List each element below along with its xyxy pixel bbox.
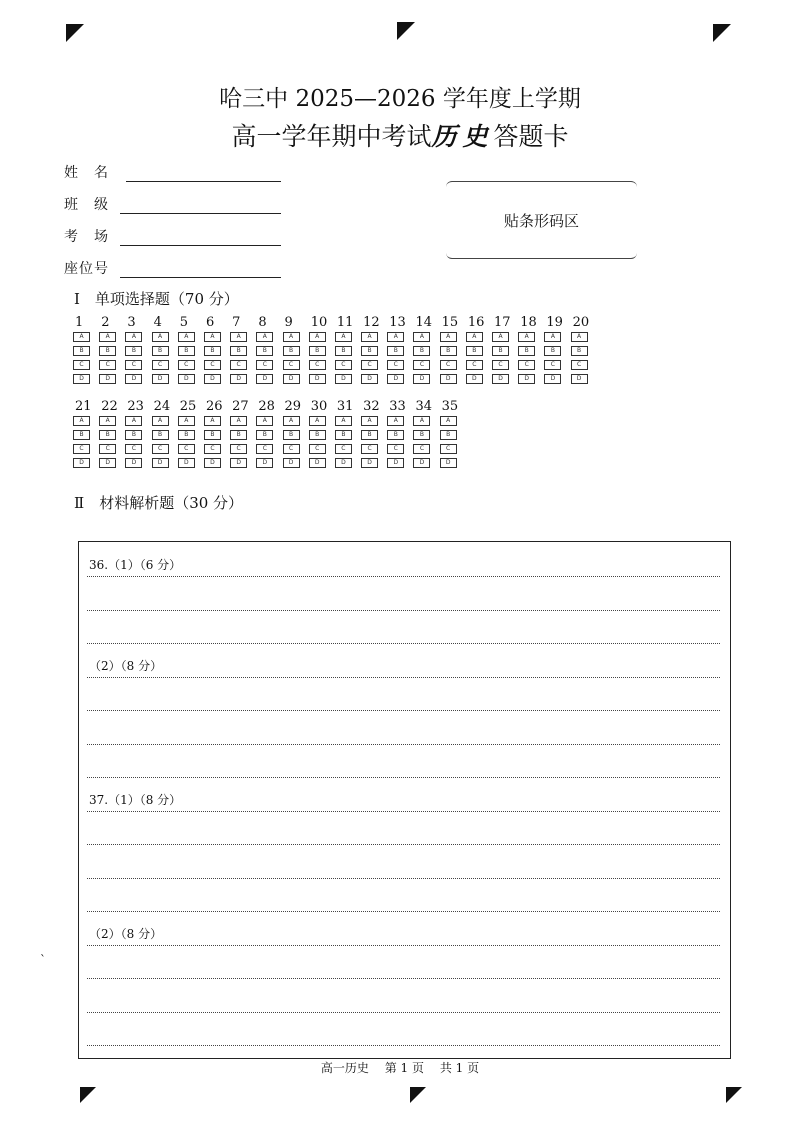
option-bubble-a[interactable]: A (99, 332, 116, 342)
question-33 (384, 398, 410, 472)
registration-mark (410, 1087, 426, 1103)
option-bubble-d[interactable]: D (125, 458, 142, 468)
option-bubble-a[interactable]: A (256, 332, 273, 342)
option-bubble-c[interactable]: C (492, 360, 509, 370)
option-bubble-a[interactable]: A (335, 416, 352, 426)
option-bubble-a[interactable]: A (387, 332, 404, 342)
question-35 (437, 398, 463, 472)
option-bubble-a[interactable]: A (492, 332, 509, 342)
option-bubble-c[interactable]: C (178, 360, 195, 370)
question-number: 6 (205, 315, 215, 330)
option-bubble-c[interactable]: C (518, 360, 535, 370)
option-bubble-a[interactable]: A (178, 416, 195, 426)
option-bubble-d[interactable]: D (230, 374, 247, 384)
option-bubble-a[interactable]: A (544, 332, 561, 342)
option-bubble-d[interactable]: D (361, 458, 378, 468)
option-bubble-c[interactable]: C (230, 360, 247, 370)
option-bubble-a[interactable]: A (283, 332, 300, 342)
question-15 (437, 314, 463, 388)
option-bubble-d[interactable]: D (387, 458, 404, 468)
answer-writing-line[interactable] (87, 724, 720, 745)
option-bubble-a[interactable]: A (230, 416, 247, 426)
option-bubble-d[interactable]: D (178, 458, 195, 468)
question-number: 18 (520, 315, 537, 330)
question-number: 25 (179, 399, 197, 414)
option-bubble-b[interactable]: B (466, 346, 483, 356)
option-bubble-c[interactable]: C (152, 360, 169, 370)
answer-writing-line[interactable] (87, 1025, 720, 1046)
option-bubble-a[interactable]: A (518, 332, 535, 342)
option-bubble-a[interactable]: A (125, 416, 142, 426)
footer-course: 高一历史 (320, 1061, 369, 1075)
option-bubble-a[interactable]: A (309, 416, 326, 426)
option-bubble-a[interactable]: A (204, 416, 221, 426)
option-bubble-a[interactable]: A (178, 332, 195, 342)
question-27 (227, 398, 253, 472)
option-bubble-c[interactable]: C (73, 360, 90, 370)
option-bubble-d[interactable]: D (387, 374, 404, 384)
option-bubble-c[interactable]: C (230, 444, 247, 454)
exam-room-field[interactable] (64, 226, 281, 246)
option-bubble-c[interactable]: C (387, 444, 404, 454)
question-number: 26 (205, 399, 223, 414)
option-bubble-c[interactable]: C (99, 444, 116, 454)
name-input-line[interactable] (126, 164, 281, 182)
option-bubble-b[interactable]: B (283, 430, 300, 440)
question-10 (306, 314, 332, 388)
option-bubble-c[interactable]: C (361, 360, 378, 370)
answer-writing-line[interactable] (87, 757, 720, 778)
option-bubble-b[interactable]: B (99, 346, 116, 356)
answer-writing-line[interactable] (87, 958, 720, 979)
name-field[interactable] (64, 162, 281, 182)
option-bubble-a[interactable]: A (413, 332, 430, 342)
option-bubble-c[interactable]: C (361, 444, 378, 454)
question-28 (253, 398, 279, 472)
answer-writing-line[interactable] (87, 992, 720, 1013)
question-number: 7 (232, 315, 241, 330)
section2-title: Ⅱ 材料解析题（30 分） (74, 494, 244, 512)
option-bubble-d[interactable]: D (204, 458, 221, 468)
option-bubble-a[interactable]: A (73, 332, 90, 342)
field-label: 姓 名 (64, 165, 109, 181)
question-1 (70, 314, 96, 388)
barcode-area (446, 181, 637, 259)
option-bubble-d[interactable]: D (256, 374, 273, 384)
option-bubble-d[interactable]: D (283, 458, 300, 468)
question-number: 29 (284, 399, 302, 414)
option-bubble-c[interactable]: C (335, 444, 352, 454)
option-bubble-b[interactable]: B (440, 430, 457, 440)
question-number: 9 (284, 315, 293, 330)
question-14 (410, 314, 436, 388)
option-bubble-c[interactable]: C (335, 360, 352, 370)
option-bubble-b[interactable]: B (125, 430, 142, 440)
question-12 (358, 314, 384, 388)
field-label: 座位号 (64, 261, 109, 277)
question-number: 31 (336, 399, 354, 414)
registration-mark (726, 1087, 742, 1103)
option-bubble-d[interactable]: D (413, 458, 430, 468)
option-bubble-a[interactable]: A (440, 416, 457, 426)
option-bubble-c[interactable]: C (125, 444, 142, 454)
option-bubble-d[interactable]: D (204, 374, 221, 384)
option-bubble-b[interactable]: B (335, 430, 352, 440)
option-bubble-c[interactable]: C (309, 360, 326, 370)
answer-question-line[interactable]: 37.（1）（8 分） (87, 791, 720, 812)
option-bubble-c[interactable]: C (413, 444, 430, 454)
question-29 (280, 398, 306, 472)
option-bubble-b[interactable]: B (230, 346, 247, 356)
option-bubble-b[interactable]: B (125, 346, 142, 356)
option-bubble-a[interactable]: A (256, 416, 273, 426)
option-bubble-b[interactable]: B (178, 346, 195, 356)
option-bubble-c[interactable]: C (178, 444, 195, 454)
option-bubble-b[interactable]: B (413, 430, 430, 440)
option-bubble-b[interactable]: B (361, 346, 378, 356)
option-bubble-d[interactable]: D (440, 458, 457, 468)
option-bubble-b[interactable]: B (204, 346, 221, 356)
option-bubble-a[interactable]: A (152, 332, 169, 342)
question-number: 19 (546, 315, 563, 330)
question-number: 20 (572, 315, 590, 330)
stray-mark: ` (40, 953, 46, 967)
option-bubble-b[interactable]: B (178, 430, 195, 440)
option-bubble-c[interactable]: C (544, 360, 561, 370)
question-17 (489, 314, 515, 388)
question-number: 16 (467, 315, 485, 330)
option-bubble-d[interactable]: D (230, 458, 247, 468)
question-7 (227, 314, 253, 388)
answer-writing-line[interactable] (87, 858, 720, 879)
option-bubble-b[interactable]: B (413, 346, 430, 356)
option-bubble-b[interactable]: B (387, 430, 404, 440)
question-5 (175, 314, 201, 388)
question-number: 22 (101, 399, 118, 414)
option-bubble-a[interactable]: A (125, 332, 142, 342)
option-bubble-d[interactable]: D (335, 374, 352, 384)
option-bubble-b[interactable]: B (492, 346, 509, 356)
option-bubble-a[interactable]: A (361, 332, 378, 342)
option-bubble-c[interactable]: C (204, 444, 221, 454)
answer-question-line[interactable]: （2）（8 分） (87, 657, 720, 678)
registration-mark (80, 1087, 96, 1103)
question-number: 11 (336, 315, 354, 330)
option-bubble-a[interactable]: A (440, 332, 457, 342)
answer-question-line[interactable]: （2）（8 分） (87, 925, 720, 946)
option-bubble-d[interactable]: D (571, 374, 588, 384)
question-30 (306, 398, 332, 472)
question-4 (149, 314, 175, 388)
field-label: 班 级 (64, 197, 109, 213)
seat-number-field[interactable] (64, 258, 281, 278)
option-bubble-d[interactable]: D (492, 374, 509, 384)
option-bubble-c[interactable]: C (125, 360, 142, 370)
option-bubble-b[interactable]: B (440, 346, 457, 356)
question-22 (96, 398, 122, 472)
answer-writing-line[interactable] (87, 891, 720, 912)
option-bubble-a[interactable]: A (283, 416, 300, 426)
option-bubble-b[interactable]: B (283, 346, 300, 356)
option-bubble-a[interactable]: A (99, 416, 116, 426)
option-bubble-b[interactable]: B (571, 346, 588, 356)
option-bubble-c[interactable]: C (309, 444, 326, 454)
option-bubble-b[interactable]: B (544, 346, 561, 356)
option-bubble-c[interactable]: C (440, 360, 457, 370)
option-bubble-a[interactable]: A (73, 416, 90, 426)
option-bubble-d[interactable]: D (413, 374, 430, 384)
question-number: 14 (415, 315, 432, 330)
question-number: 4 (153, 315, 162, 330)
document-title: 哈三中 2025—2026 学年度上学期 (219, 86, 581, 112)
option-bubble-c[interactable]: C (440, 444, 457, 454)
option-bubble-d[interactable]: D (335, 458, 352, 468)
option-bubble-d[interactable]: D (283, 374, 300, 384)
option-bubble-b[interactable]: B (99, 430, 116, 440)
question-number: 2 (101, 315, 110, 330)
question-3 (122, 314, 148, 388)
option-bubble-a[interactable]: A (413, 416, 430, 426)
class-field[interactable] (64, 194, 281, 214)
option-bubble-a[interactable]: A (152, 416, 169, 426)
option-bubble-b[interactable]: B (335, 346, 352, 356)
option-bubble-d[interactable]: D (361, 374, 378, 384)
option-bubble-d[interactable]: D (309, 458, 326, 468)
question-number: 12 (363, 315, 380, 330)
option-bubble-d[interactable]: D (152, 374, 169, 384)
option-bubble-d[interactable]: D (440, 374, 457, 384)
question-number: 1 (75, 315, 84, 330)
question-26 (201, 398, 227, 472)
option-bubble-b[interactable]: B (152, 346, 169, 356)
option-bubble-c[interactable]: C (466, 360, 483, 370)
option-bubble-d[interactable]: D (73, 458, 90, 468)
question-24 (149, 398, 175, 472)
question-number: 5 (179, 315, 189, 330)
question-number: 35 (441, 399, 459, 414)
option-bubble-b[interactable]: B (73, 430, 90, 440)
option-bubble-c[interactable]: C (387, 360, 404, 370)
question-18 (515, 314, 541, 388)
option-bubble-d[interactable]: D (99, 458, 116, 468)
subtitle-prefix: 高一学年期中考试 (231, 122, 432, 151)
document-subtitle (0, 117, 800, 153)
option-bubble-d[interactable]: D (178, 374, 195, 384)
option-bubble-d[interactable]: D (466, 374, 483, 384)
option-bubble-d[interactable]: D (518, 374, 535, 384)
answer-question-line[interactable]: 36.（1）（6 分） (87, 556, 720, 577)
option-bubble-b[interactable]: B (309, 346, 326, 356)
answer-writing-line[interactable] (87, 690, 720, 711)
option-bubble-b[interactable]: B (230, 430, 247, 440)
question-number: 30 (310, 399, 328, 414)
option-bubble-b[interactable]: B (387, 346, 404, 356)
option-bubble-d[interactable]: D (544, 374, 561, 384)
option-bubble-b[interactable]: B (309, 430, 326, 440)
question-number: 27 (232, 399, 249, 414)
option-bubble-c[interactable]: C (571, 360, 588, 370)
option-bubble-d[interactable]: D (309, 374, 326, 384)
question-number: 34 (415, 399, 432, 414)
question-9 (280, 314, 306, 388)
question-32 (358, 398, 384, 472)
option-bubble-b[interactable]: B (518, 346, 535, 356)
option-bubble-c[interactable]: C (99, 360, 116, 370)
option-bubble-c[interactable]: C (256, 360, 273, 370)
option-bubble-c[interactable]: C (152, 444, 169, 454)
option-bubble-a[interactable]: A (361, 416, 378, 426)
field-label: 考 场 (64, 229, 109, 245)
question-20 (568, 314, 594, 388)
question-number: 24 (153, 399, 171, 414)
registration-mark (66, 24, 84, 42)
choice-row-2 (70, 398, 463, 472)
option-bubble-d[interactable]: D (99, 374, 116, 384)
option-bubble-c[interactable]: C (204, 360, 221, 370)
option-bubble-a[interactable]: A (466, 332, 483, 342)
subject-name: 历史 (431, 122, 494, 151)
question-number: 23 (127, 399, 144, 414)
registration-mark (713, 24, 731, 42)
option-bubble-b[interactable]: B (73, 346, 90, 356)
option-bubble-b[interactable]: B (204, 430, 221, 440)
question-31 (332, 398, 358, 472)
question-6 (201, 314, 227, 388)
question-8 (253, 314, 279, 388)
barcode-label: 贴条形码区 (503, 211, 579, 230)
option-bubble-a[interactable]: A (387, 416, 404, 426)
option-bubble-c[interactable]: C (283, 360, 300, 370)
option-bubble-d[interactable]: D (256, 458, 273, 468)
option-bubble-c[interactable]: C (256, 444, 273, 454)
option-bubble-a[interactable]: A (309, 332, 326, 342)
option-bubble-a[interactable]: A (230, 332, 247, 342)
choice-row-1 (70, 314, 594, 388)
option-bubble-a[interactable]: A (335, 332, 352, 342)
question-11 (332, 314, 358, 388)
question-number: 3 (127, 315, 136, 330)
question-number: 33 (389, 399, 406, 414)
question-number: 21 (75, 399, 92, 414)
option-bubble-b[interactable]: B (152, 430, 169, 440)
seat-number-input-line[interactable] (120, 260, 281, 278)
option-bubble-c[interactable]: C (73, 444, 90, 454)
answer-area (78, 541, 731, 1059)
option-bubble-d[interactable]: D (152, 458, 169, 468)
section1-title: Ⅰ 单项选择题（70 分） (74, 290, 239, 308)
question-23 (122, 398, 148, 472)
answer-writing-line[interactable] (87, 590, 720, 611)
question-number: 10 (310, 315, 328, 330)
question-number: 32 (363, 399, 380, 414)
question-number: 17 (494, 315, 511, 330)
question-16 (463, 314, 489, 388)
question-number: 15 (441, 315, 459, 330)
option-bubble-a[interactable]: A (571, 332, 588, 342)
class-input-line[interactable] (120, 196, 281, 214)
answer-writing-line[interactable] (87, 824, 720, 845)
option-bubble-b[interactable]: B (361, 430, 378, 440)
question-34 (410, 398, 436, 472)
question-25 (175, 398, 201, 472)
option-bubble-b[interactable]: B (256, 430, 273, 440)
question-13 (384, 314, 410, 388)
option-bubble-a[interactable]: A (204, 332, 221, 342)
question-19 (541, 314, 567, 388)
option-bubble-d[interactable]: D (73, 374, 90, 384)
footer-page-number: 第 1 页 (384, 1061, 424, 1075)
question-number: 13 (389, 315, 406, 330)
question-number: 8 (258, 315, 267, 330)
option-bubble-c[interactable]: C (413, 360, 430, 370)
option-bubble-b[interactable]: B (256, 346, 273, 356)
answer-writing-line[interactable] (87, 623, 720, 644)
question-21 (70, 398, 96, 472)
question-number: 28 (258, 399, 275, 414)
option-bubble-d[interactable]: D (125, 374, 142, 384)
exam-room-input-line[interactable] (120, 228, 281, 246)
option-bubble-c[interactable]: C (283, 444, 300, 454)
subtitle-suffix: 答题卡 (493, 122, 569, 151)
question-2 (96, 314, 122, 388)
page-footer (0, 1059, 800, 1076)
registration-mark (397, 22, 415, 40)
footer-total-pages: 共 1 页 (439, 1061, 480, 1075)
